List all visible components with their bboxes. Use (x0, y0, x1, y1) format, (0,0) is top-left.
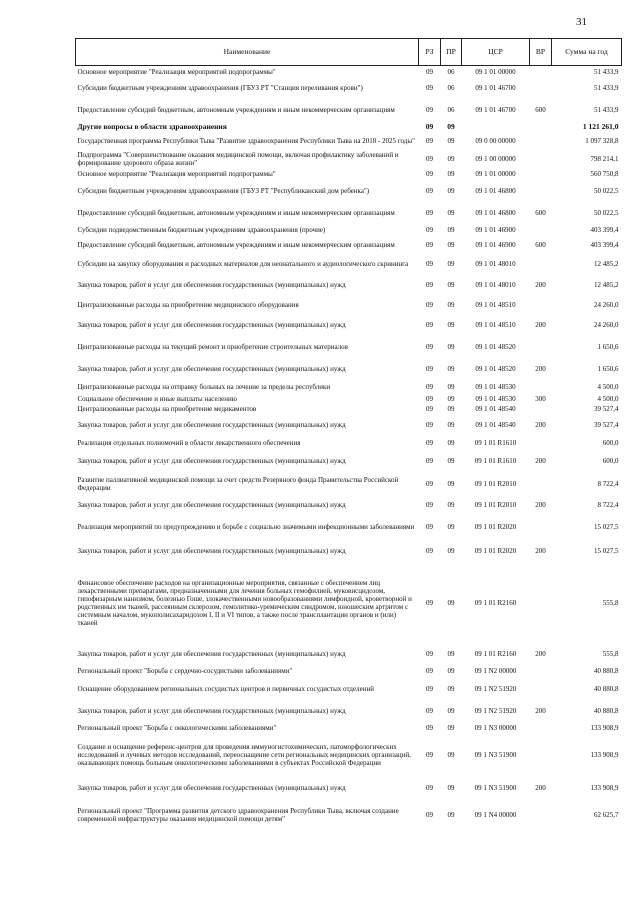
cell-sum: 4 500,0 (597, 382, 619, 391)
cell-rz: 09 (426, 420, 433, 429)
cell-rz: 09 (426, 394, 433, 403)
cell-pr: 09 (447, 404, 455, 413)
cell-pr: 09 (447, 706, 455, 715)
cell-vr: 600 (535, 240, 546, 249)
cell-sum: 51 433,9 (594, 83, 619, 92)
cell-csr: 09 1 01 R2020 (474, 546, 517, 555)
cell-name: Закупка товаров, работ и услуг для обеспечения государственных (муниципальных) нужд (77, 456, 346, 465)
cell-rz: 09 (426, 320, 433, 329)
cell-sum: 133 908,9 (590, 783, 619, 792)
cell-pr: 09 (447, 364, 455, 373)
table-row (76, 380, 622, 394)
table-row (76, 776, 622, 800)
cell-rz: 09 (426, 706, 433, 715)
cell-vr (530, 78, 552, 98)
cell-sum: 40 880,8 (594, 666, 619, 675)
cell-rz: 09 (426, 500, 433, 509)
cell-sum: 403 399,4 (590, 225, 619, 234)
cell-rz: 09 (426, 280, 433, 289)
table-row (76, 274, 622, 296)
cell-name: Закупка товаров, работ и услуг для обеспечения государственных (муниципальных) нужд (77, 649, 346, 658)
cell-rz: 09 (426, 382, 433, 391)
cell-vr (530, 150, 552, 168)
cell-vr: 200 (535, 364, 546, 373)
cell-sum: 50 022,5 (594, 186, 619, 195)
cell-sum: 50 022,5 (594, 208, 619, 217)
cell-vr (530, 180, 552, 202)
cell-pr: 09 (447, 382, 455, 391)
cell-sum: 403 399,4 (590, 240, 619, 249)
cell-vr: 600 (535, 208, 546, 217)
cell-name: Государственная программа Республики Тыва "Развитие здравоохранения Республики Тыва на 2018 - 2025 годы" (77, 136, 415, 145)
cell-pr: 09 (447, 810, 455, 819)
table-row (76, 394, 622, 404)
cell-pr: 09 (447, 342, 455, 351)
cell-name: Другие вопросы в области здравоохранения (77, 121, 227, 131)
cell-sum: 1 650,6 (597, 364, 619, 373)
cell-name: Централизованные расходы на приобретение медикаментов (77, 404, 257, 413)
cell-name: Субсидии бюджетным учреждениям здравоохранения (ГБУЗ РТ "Республиканский дом ребенка") (77, 186, 370, 195)
table-row (76, 150, 622, 168)
cell-csr: 09 1 01 R2160 (474, 598, 517, 607)
cell-vr: 200 (535, 320, 546, 329)
cell-pr: 09 (447, 649, 455, 658)
cell-rz: 09 (426, 598, 433, 607)
cell-pr: 06 (447, 67, 455, 76)
cell-csr: 09 1 01 R2010 (474, 500, 517, 509)
cell-pr: 09 (447, 598, 455, 607)
cell-csr: 09 1 01 R2020 (474, 522, 517, 531)
cell-rz: 09 (426, 783, 433, 792)
cell-vr: 200 (535, 420, 546, 429)
cell-csr (462, 122, 530, 132)
cell-csr: 09 1 N3 51900 (474, 750, 517, 759)
cell-name: Оснащение оборудованием региональных сосудистых центров и первичных сосудистых отделений (77, 684, 374, 693)
table-row (76, 562, 622, 644)
cell-vr (530, 472, 552, 496)
cell-pr: 09 (447, 522, 455, 531)
cell-pr: 06 (447, 105, 455, 114)
cell-rz: 09 (426, 300, 433, 309)
cell-pr: 09 (447, 240, 455, 249)
table-row (76, 414, 622, 436)
cell-rz: 09 (426, 225, 433, 234)
table-row (76, 180, 622, 202)
header-row (76, 39, 622, 66)
cell-pr: 09 (447, 479, 455, 488)
cell-csr: 09 1 01 48010 (475, 259, 516, 268)
cell-rz: 09 (426, 522, 433, 531)
cell-pr: 09 (447, 546, 455, 555)
cell-csr: 09 1 01 48520 (475, 364, 516, 373)
cell-name: Региональный проект "Программа развития детского здравоохранения Республики Тыва, включая создание современной инфраструктуры оказания медицинской помощи детям" (77, 806, 399, 823)
cell-vr (530, 168, 552, 180)
table-row (76, 236, 622, 254)
cell-name: Создание и оснащение референс-центров для проведения иммуногистохимических, патоморфологических исследований и лучевых методов исследований, переоснащение сети региональных медицинских организаций, оказывающих помощь больным онкологическими заболеваниями в субъектах Российской Федерации (77, 742, 411, 767)
cell-name: Подпрограмма "Совершенствование оказания медицинской помощи, включая профилактику заболеваний и формирование здорового образа жизни" (77, 150, 399, 167)
cell-csr: 09 1 N3 51900 (474, 783, 517, 792)
table-row (76, 168, 622, 180)
cell-csr: 09 1 01 00000 (475, 169, 516, 178)
cell-rz: 09 (426, 546, 433, 555)
table-row (76, 436, 622, 450)
cell-csr: 09 1 01 R2160 (474, 649, 517, 658)
cell-vr (530, 132, 552, 150)
cell-pr: 09 (447, 259, 455, 268)
cell-pr: 09 (447, 154, 455, 163)
cell-name: Основное мероприятие "Реализация мероприятий подпрограммы" (77, 67, 276, 76)
table-row (76, 296, 622, 314)
cell-rz: 09 (426, 723, 433, 732)
cell-rz: 09 (426, 67, 433, 76)
table-row (76, 700, 622, 722)
cell-rz: 09 (426, 364, 433, 373)
cell-rz: 09 (426, 342, 433, 351)
cell-vr (530, 436, 552, 450)
cell-pr: 09 (447, 208, 455, 217)
cell-vr (530, 122, 552, 132)
cell-sum: 8 722,4 (597, 479, 619, 488)
cell-name: Централизованные расходы на приобретение медицинского оборудования (77, 300, 299, 309)
cell-name: Закупка товаров, работ и услуг для обеспечения государственных (муниципальных) нужд (77, 280, 346, 289)
cell-csr: 09 1 01 48540 (475, 420, 516, 429)
cell-sum: 133 908,9 (590, 750, 619, 759)
cell-sum: 12 485,2 (594, 280, 619, 289)
cell-pr: 09 (447, 169, 455, 178)
cell-vr (530, 224, 552, 236)
cell-sum: 4 500,0 (597, 394, 619, 403)
table-row (76, 404, 622, 414)
cell-pr: 09 (447, 136, 455, 145)
cell-rz: 09 (426, 154, 433, 163)
cell-csr: 09 1 01 48510 (475, 300, 516, 309)
header-name: Наименование (76, 39, 419, 66)
cell-csr: 09 1 01 48520 (475, 342, 516, 351)
table-row (76, 224, 622, 236)
cell-pr: 09 (447, 394, 455, 403)
cell-sum: 15 027,5 (594, 522, 619, 531)
cell-csr: 09 1 01 48530 (475, 394, 516, 403)
cell-rz: 09 (426, 456, 433, 465)
cell-sum: 39 527,4 (594, 420, 619, 429)
cell-vr (530, 722, 552, 734)
table-row (76, 734, 622, 776)
cell-sum: 12 485,2 (594, 259, 619, 268)
cell-sum: 555,8 (602, 598, 619, 607)
header-csr: ЦСР (462, 39, 530, 66)
header-pr: ПР (441, 39, 462, 66)
table-row (76, 496, 622, 514)
page-number: 31 (576, 16, 587, 28)
cell-name: Закупка товаров, работ и услуг для обеспечения государственных (муниципальных) нужд (77, 364, 346, 373)
cell-sum: 1 097 328,8 (585, 136, 619, 145)
cell-csr: 09 1 01 R2010 (474, 479, 517, 488)
table-row (76, 644, 622, 664)
cell-vr: 300 (535, 394, 546, 403)
cell-rz: 09 (426, 404, 433, 413)
table-row (76, 98, 622, 122)
cell-pr: 09 (447, 225, 455, 234)
cell-vr (530, 800, 552, 830)
cell-pr: 09 (447, 300, 455, 309)
table-row (76, 358, 622, 380)
cell-rz: 09 (426, 479, 433, 488)
cell-vr: 200 (535, 500, 546, 509)
cell-pr: 09 (447, 456, 455, 465)
cell-name: Закупка товаров, работ и услуг для обеспечения государственных (муниципальных) нужд (77, 320, 346, 329)
cell-name: Финансовое обеспечение расходов на организационные мероприятия, связанные с обеспечением лиц лекарственными препаратами, предназначенными для лечения больных гемофилией, муковисцидозом, гипофизарным нанизмом, болезнью Гоше, злокачественными новообразованиями лимфоидной, кроветворной и родственных им тканей, рассеянным склерозом, гемолитико-уремическим синдромом, юношеским артритом с системным началом, мукополисахаридозом I, II и VI типов, а также после трансплантации органов и (или) тканей (77, 578, 412, 627)
table-row (76, 722, 622, 734)
cell-rz: 09 (426, 83, 433, 92)
cell-rz: 09 (426, 750, 433, 759)
cell-sum: 40 880,8 (594, 684, 619, 693)
cell-sum: 560 750,8 (590, 169, 619, 178)
cell-rz: 09 (426, 649, 433, 658)
cell-rz: 09 (426, 186, 433, 195)
table-row (76, 122, 622, 132)
table-row (76, 254, 622, 274)
cell-vr (530, 296, 552, 314)
cell-vr (530, 664, 552, 678)
cell-rz: 09 (426, 105, 433, 114)
cell-sum: 62 625,7 (594, 810, 619, 819)
cell-name: Развитие паллиативной медицинской помощи за счет средств Резервного фонда Правительства Российской Федерации (77, 475, 399, 492)
cell-pr: 09 (447, 666, 455, 675)
cell-csr: 09 1 01 46900 (475, 225, 516, 234)
cell-rz: 09 (426, 810, 433, 819)
cell-sum: 1 650,6 (597, 342, 619, 351)
cell-vr: 600 (535, 105, 546, 114)
cell-vr: 200 (535, 456, 546, 465)
cell-pr: 09 (447, 121, 455, 131)
cell-name: Реализация мероприятий по предупреждению и борьбе с социально значимыми инфекционными заболеваниями (77, 522, 415, 531)
cell-rz: 09 (425, 121, 434, 131)
cell-rz: 09 (426, 240, 433, 249)
cell-csr: 09 1 N2 51920 (474, 706, 517, 715)
cell-name: Субсидии подведомственным бюджетным учреждениям здравоохранения (прочие) (77, 225, 326, 234)
cell-sum: 133 908,9 (590, 723, 619, 732)
cell-sum: 555,8 (602, 649, 619, 658)
cell-sum: 51 433,9 (594, 67, 619, 76)
cell-vr: 200 (535, 546, 546, 555)
table-row (76, 202, 622, 224)
cell-csr: 09 1 01 48510 (475, 320, 516, 329)
table-row (76, 66, 622, 78)
cell-vr (530, 734, 552, 776)
cell-sum: 24 260,0 (594, 320, 619, 329)
cell-pr: 09 (447, 684, 455, 693)
cell-sum: 8 722,4 (597, 500, 619, 509)
cell-csr: 09 1 01 46700 (475, 83, 516, 92)
cell-csr: 09 1 01 46900 (475, 240, 516, 249)
cell-csr: 09 1 N4 00000 (474, 810, 517, 819)
cell-sum: 24 260,0 (594, 300, 619, 309)
cell-pr: 06 (447, 83, 455, 92)
cell-name: Предоставление субсидий бюджетным, автономным учреждениям и иным некоммерческим организациям (77, 240, 395, 249)
cell-name: Региональный проект "Борьба с онкологическими заболеваниями" (77, 723, 277, 732)
cell-csr: 09 1 01 48010 (475, 280, 516, 289)
cell-csr: 09 1 01 R1610 (474, 456, 517, 465)
table-row (76, 314, 622, 336)
cell-name: Закупка товаров, работ и услуг для обеспечения государственных (муниципальных) нужд (77, 420, 346, 429)
table-row (76, 678, 622, 700)
cell-sum: 600,0 (602, 438, 619, 447)
cell-name: Закупка товаров, работ и услуг для обеспечения государственных (муниципальных) нужд (77, 783, 346, 792)
cell-vr: 200 (535, 649, 546, 658)
cell-vr (530, 66, 552, 78)
cell-csr: 09 1 N2 51920 (474, 684, 517, 693)
table-row (76, 472, 622, 496)
budget-table (75, 38, 622, 830)
cell-vr (530, 404, 552, 414)
cell-csr: 09 1 01 46800 (475, 208, 516, 217)
cell-name: Региональный проект "Борьба с сердечно-сосудистыми заболеваниями" (77, 666, 293, 675)
cell-vr (530, 562, 552, 644)
cell-sum: 1 121 261,0 (582, 121, 619, 131)
cell-vr: 200 (535, 280, 546, 289)
cell-name: Закупка товаров, работ и услуг для обеспечения государственных (муниципальных) нужд (77, 546, 346, 555)
cell-rz: 09 (426, 666, 433, 675)
cell-vr: 200 (535, 706, 546, 715)
table-row (76, 540, 622, 562)
cell-csr: 09 1 01 48540 (475, 404, 516, 413)
cell-rz: 09 (426, 438, 433, 447)
cell-name: Социальное обеспечение и иные выплаты населению (77, 394, 237, 403)
cell-name: Субсидии бюджетным учреждениям здравоохранения (ГБУЗ РТ "Станция переливания крови") (77, 83, 363, 92)
cell-vr: 200 (535, 783, 546, 792)
cell-rz: 09 (426, 684, 433, 693)
cell-name: Основное мероприятие "Реализация мероприятий подпрограммы" (77, 169, 276, 178)
cell-csr: 09 1 00 00000 (475, 154, 516, 163)
cell-rz: 09 (426, 169, 433, 178)
cell-vr (530, 380, 552, 394)
cell-name: Субсидии на закупку оборудования и расходных материалов для неонатального и аудиологического скрининга (77, 259, 409, 268)
header-vr: ВР (530, 39, 552, 66)
table-row (76, 664, 622, 678)
cell-vr (530, 336, 552, 358)
table-row (76, 78, 622, 98)
cell-sum: 15 027,5 (594, 546, 619, 555)
header-sum: Сумма на год (552, 39, 622, 66)
cell-pr: 09 (447, 280, 455, 289)
cell-pr: 09 (447, 438, 455, 447)
cell-csr: 09 1 01 46700 (475, 105, 516, 114)
cell-rz: 09 (426, 259, 433, 268)
cell-csr: 09 1 01 46800 (475, 186, 516, 195)
cell-sum: 798 214,1 (590, 154, 619, 163)
cell-name: Закупка товаров, работ и услуг для обеспечения государственных (муниципальных) нужд (77, 500, 346, 509)
cell-name: Предоставление субсидий бюджетным, автономным учреждениям и иным некоммерческим организациям (77, 105, 395, 114)
cell-vr (530, 254, 552, 274)
cell-csr: 09 1 N2 00000 (474, 666, 517, 675)
cell-csr: 09 0 00 00000 (475, 136, 516, 145)
cell-name: Централизованные расходы на отправку больных на лечение за пределы республики (77, 382, 331, 391)
table-row (76, 514, 622, 540)
cell-csr: 09 1 01 48530 (475, 382, 516, 391)
table-row (76, 132, 622, 150)
cell-csr: 09 1 N3 00000 (474, 723, 517, 732)
cell-pr: 09 (447, 783, 455, 792)
cell-name: Закупка товаров, работ и услуг для обеспечения государственных (муниципальных) нужд (77, 706, 346, 715)
cell-rz: 09 (426, 208, 433, 217)
table-row (76, 800, 622, 830)
cell-pr: 09 (447, 420, 455, 429)
table-row (76, 336, 622, 358)
cell-name: Предоставление субсидий бюджетным, автономным учреждениям и иным некоммерческим организациям (77, 208, 395, 217)
header-rz: РЗ (419, 39, 441, 66)
cell-pr: 09 (447, 723, 455, 732)
cell-pr: 09 (447, 500, 455, 509)
cell-name: Централизованные расходы на текущий ремонт и приобретение строительных материалов (77, 342, 348, 351)
cell-rz: 09 (426, 136, 433, 145)
cell-pr: 09 (447, 186, 455, 195)
cell-vr (530, 514, 552, 540)
cell-sum: 39 527,4 (594, 404, 619, 413)
cell-sum: 40 880,8 (594, 706, 619, 715)
cell-sum: 51 433,9 (594, 105, 619, 114)
cell-vr (530, 678, 552, 700)
table-row (76, 450, 622, 472)
cell-pr: 09 (447, 750, 455, 759)
cell-csr: 09 1 01 00000 (475, 67, 516, 76)
cell-csr: 09 1 01 R1610 (474, 438, 517, 447)
cell-pr: 09 (447, 320, 455, 329)
cell-sum: 600,0 (602, 456, 619, 465)
cell-name: Реализация отдельных полномочий в области лекарственного обеспечения (77, 438, 301, 447)
